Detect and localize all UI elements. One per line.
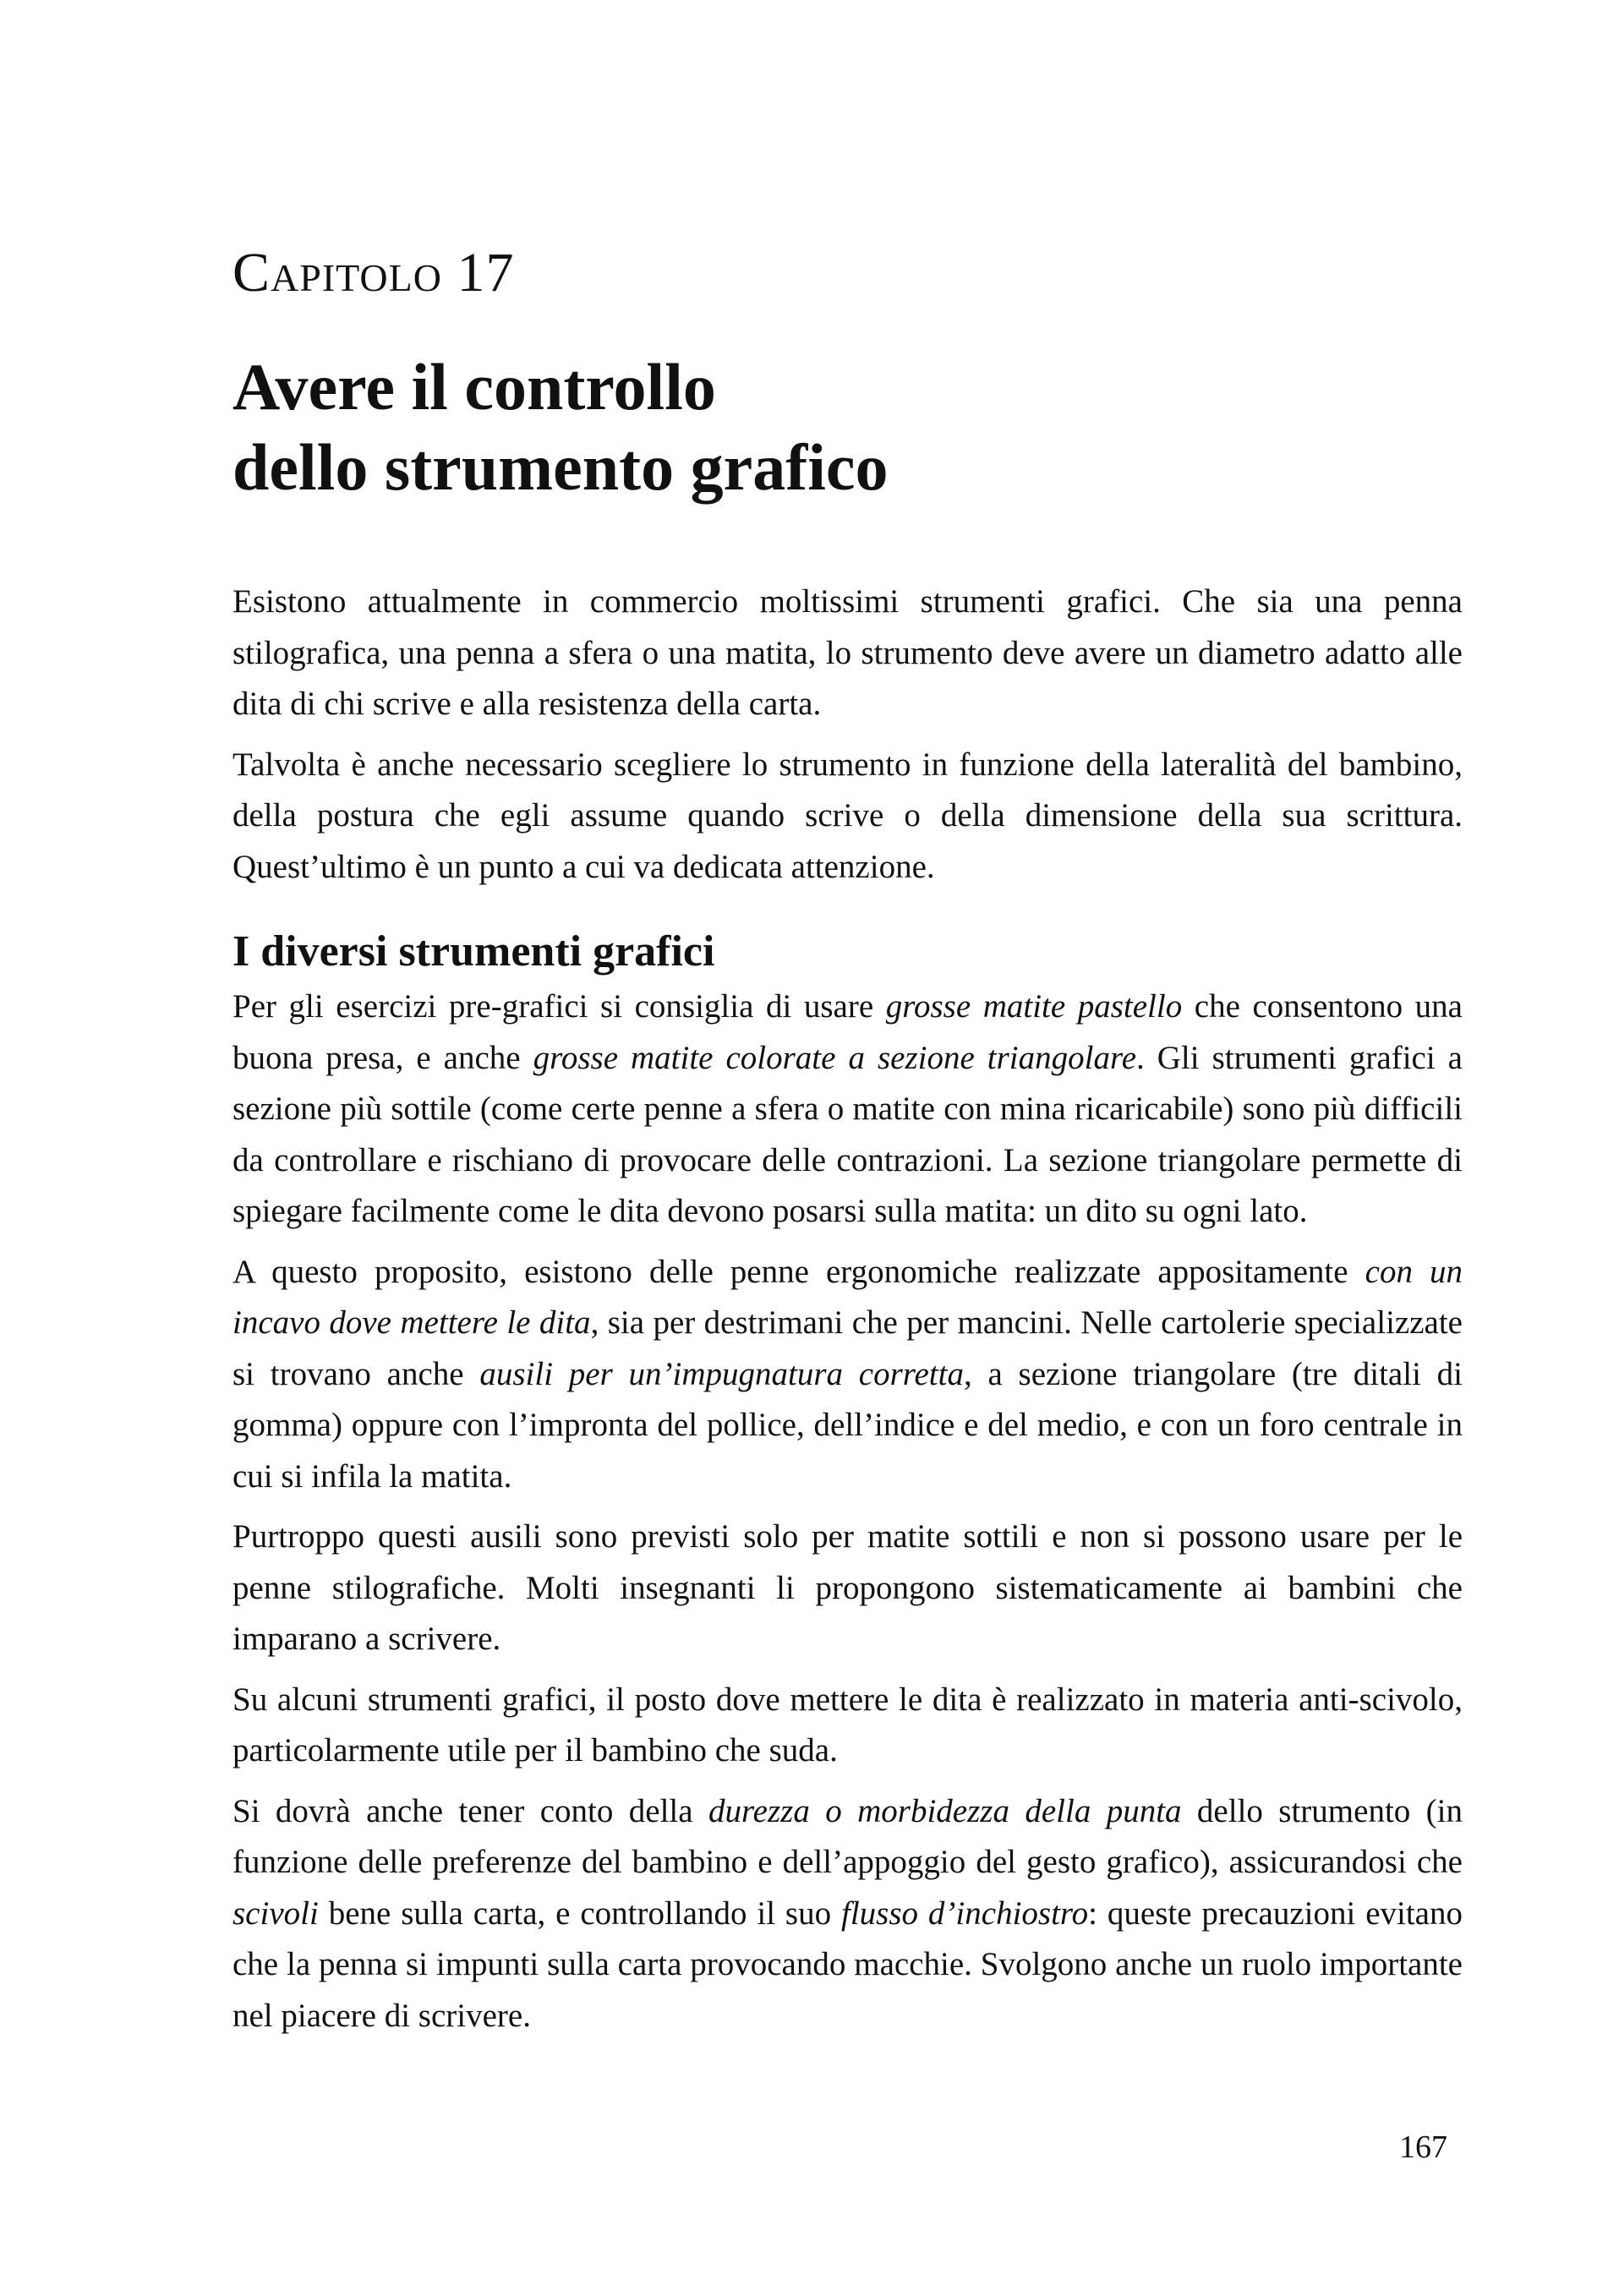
- text-run: A questo proposito, esistono delle penne ergonomiche realizzate appositamente: [232, 1253, 1365, 1290]
- text-run: bene sulla carta, e controllando il suo: [318, 1894, 842, 1932]
- italic-run: flusso d’inchiostro: [841, 1894, 1089, 1932]
- section-paragraph-1: [232, 981, 1463, 1238]
- chapter-title-line-2: dello strumento grafico: [232, 430, 889, 504]
- chapter-body: [232, 577, 1463, 2051]
- section-paragraph-4: Su alcuni strumenti grafici, il posto dove mettere le dita è realizzato in materia anti-scivolo, particolarmente utile per il bambino che suda.: [232, 1681, 1463, 1768]
- section-paragraph-2: [232, 1247, 1463, 1503]
- section-paragraph-3: Purtroppo questi ausili sono previsti solo per matite sottili e non si possono usare per le penne stilografiche. Molti insegnanti li propongono sistematicamente ai bambini che imparano a scrivere.: [232, 1518, 1463, 1657]
- text-run: Si dovrà anche tener conto della: [232, 1792, 708, 1829]
- italic-run: con un incavo dove mettere le dita: [232, 1253, 1463, 1341]
- italic-run: ausili per un’impugnatura corretta: [479, 1355, 964, 1392]
- italic-run: durezza o morbidezza della punta: [708, 1792, 1182, 1829]
- italic-run: scivoli: [232, 1894, 319, 1932]
- italic-run: grosse matite colorate a sezione triangolare: [533, 1039, 1136, 1076]
- text-run: , sia per destrimani che per mancini. Nelle cartolerie specializzate si trovano anche: [232, 1304, 1463, 1392]
- intro-paragraph-2: Talvolta è anche necessario scegliere lo strumento in funzione della lateralità del bambino, della postura che egli assume quando scrive o della dimensione della sua scrittura. Quest’ultimo è un punto a cui va dedicata attenzione.: [232, 746, 1463, 885]
- text-run: : queste precauzioni evitano che la penna si impunti sulla carta provocando macchie. Svolgono anche un ruolo importante nel piacere di scrivere.: [232, 1894, 1463, 2034]
- text-run: , a sezione triangolare (tre ditali di gomma) oppure con l’impronta del pollice, dell’indice e del medio, e con un foro centrale in cui si infila la matita.: [232, 1355, 1463, 1495]
- chapter-title: [232, 347, 889, 507]
- chapter-title-line-1: Avere il controllo: [232, 350, 716, 424]
- text-run: . Gli strumenti grafici a sezione più sottile (come certe penne a sfera o matite con mina ricaricabile) sono più difficili da controllare e rischiano di provocare delle contrazioni. La sezione triangolare permette di spiegare facilmente come le dita devono posarsi sulla matita: un dito su ogni lato.: [232, 1039, 1463, 1229]
- text-run: Per gli esercizi pre-grafici si consiglia di usare: [232, 988, 886, 1025]
- page-number: 167: [1399, 2129, 1447, 2165]
- section-title: I diversi strumenti grafici: [232, 927, 715, 976]
- section-paragraph-5: [232, 1786, 1463, 2042]
- intro-paragraph-1: Esistono attualmente in commercio moltissimi strumenti grafici. Che sia una penna stilografica, una penna a sfera o una matita, lo strumento deve avere un diametro adatto alle dita di chi scrive e alla resistenza della carta.: [232, 583, 1463, 722]
- text-run: che consentono una buona presa, e anche: [232, 988, 1463, 1076]
- italic-run: grosse matite pastello: [885, 988, 1183, 1025]
- chapter-label: Capitolo 17: [232, 242, 515, 303]
- text-run: dello strumento (in funzione delle preferenze del bambino e dell’appoggio del gesto grafico), assicurandosi che: [232, 1792, 1463, 1880]
